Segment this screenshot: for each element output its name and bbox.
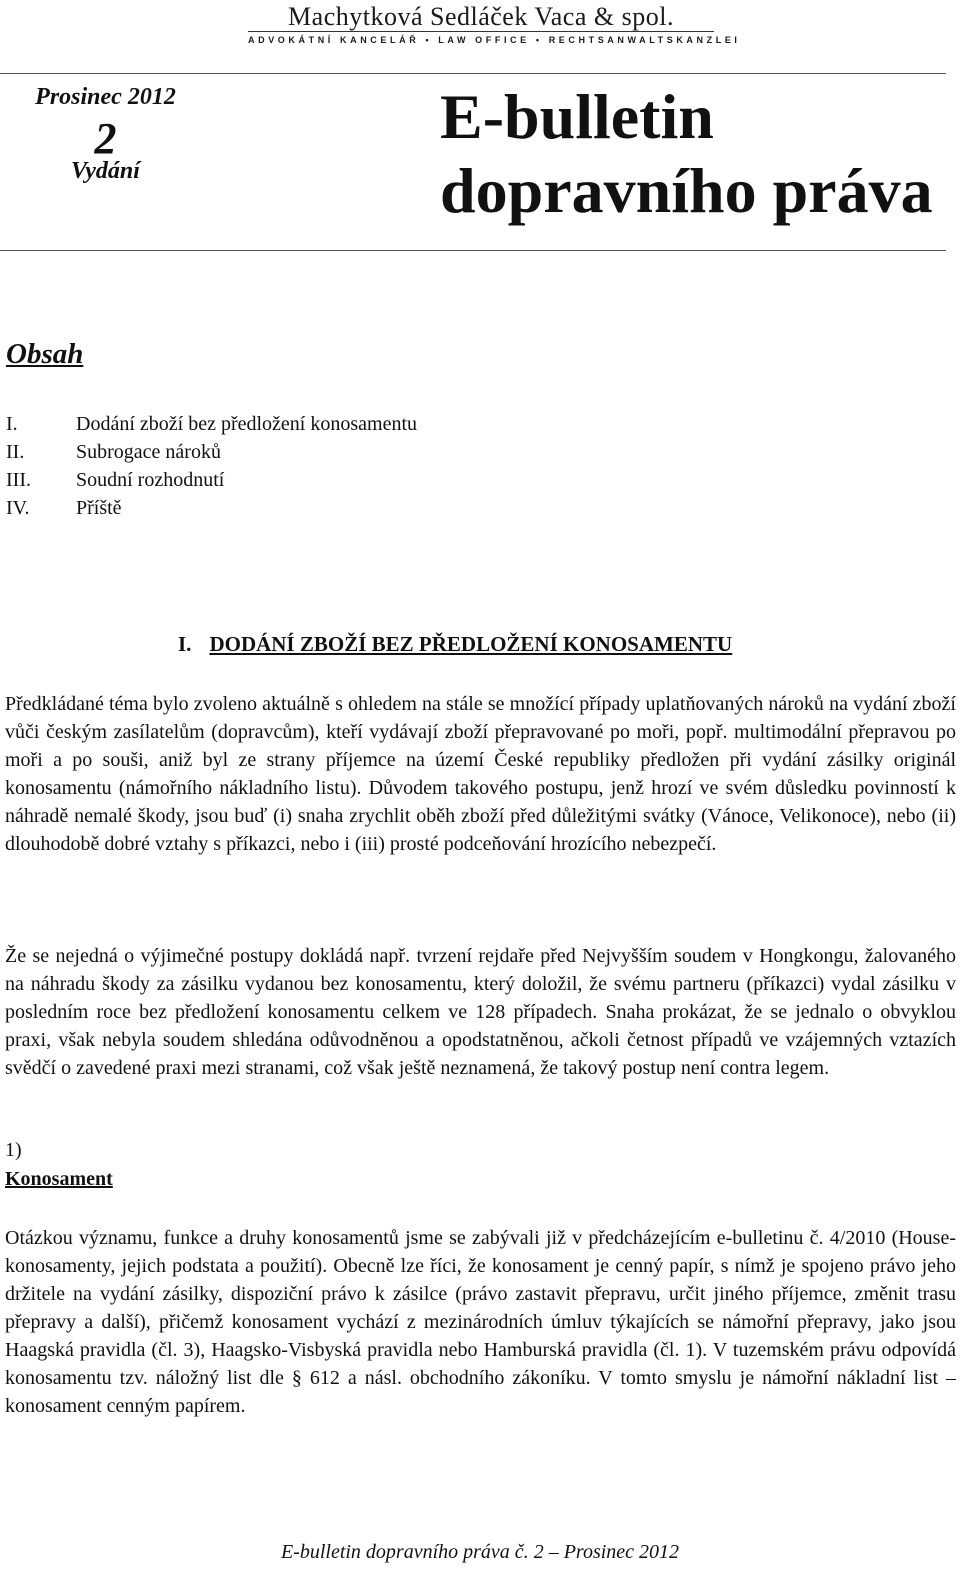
header-divider-top [0, 73, 946, 74]
paragraph-konosament: Otázkou významu, funkce a druhy konosamentů jsme se zabývali již v předcházejícím e-bulletinu č. 4/2010 (House-konosamenty, jejich podstata a použití). Obecně lze říci, že konosament je cenný papír, s nímž je spojeno právo jeho držitele na vydání zásilky, dispoziční právo k zásilce (právo zastavit přepravu, určit jiného příjemce, změnit trasu přepravy a další), přičemž konosament vychází z mezinárodních úmluv týkajících se námořní přepravy, jako jsou Haagská pravidla (čl. 3), Haagsko-Visbyská pravidla nebo Hamburská pravidla (čl. 1). V tuzemském právu odpovídá konosamentu tzv. náložný list dle § 612 a násl. obchodního zákoníku. V tomto smyslu je námořní nákladní list – konosament cenným papírem. [5, 1227, 956, 1417]
issue-number: 2 [94, 114, 117, 163]
toc-item-label: Soudní rozhodnutí [76, 469, 225, 491]
toc-item[interactable] [6, 466, 417, 494]
toc-item-label: Subrogace nároků [76, 441, 221, 463]
subsection-number: 1) [5, 1139, 22, 1161]
toc-item[interactable] [6, 494, 417, 522]
toc-item-number: II. [6, 441, 25, 463]
subsection-title: Konosament [5, 1168, 113, 1190]
toc-item-number: IV. [6, 497, 30, 519]
page-footer: E-bulletin dopravního práva č. 2 – Prosinec 2012 [280, 1541, 680, 1563]
table-of-contents [6, 410, 417, 522]
toc-item[interactable] [6, 410, 417, 438]
toc-item-number: III. [6, 469, 31, 491]
section-heading [178, 632, 732, 657]
issue-label: Vydání [71, 158, 140, 184]
toc-item-number: I. [6, 413, 18, 435]
toc-item[interactable] [6, 438, 417, 466]
section-number: I. [178, 632, 192, 656]
header-divider-bottom [0, 250, 946, 251]
issue-date: Prosinec 2012 [35, 84, 176, 110]
firm-tagline: ADVOKÁTNÍ KANCELÁŘ • LAW OFFICE • RECHTSANWALTSKANZLEI [248, 35, 741, 45]
title-line-2: dopravního práva [440, 155, 933, 226]
paragraph-example: Že se nejedná o výjimečné postupy dokládá např. tvrzení rejdaře před Nejvyšším soudem v Hongkongu, žalovaného na náhradu škody za zásilku vydanou bez konosamentu, který doložil, že svému partneru (příkazci) vydal zásilku v posledním roce bez předložení konosamentu celkem ve 128 případech. Snaha prokázat, že se jednalo o obvyklou praxi, však nebyla soudem shledána odůvodněnou a opodstatněnou, ačkoli četnost případů ve vzájemných vztazích svědčí o zavedené praxi mezi stranami, což však ještě neznamená, že takový postup není contra legem. [5, 945, 956, 1079]
toc-heading: Obsah [6, 338, 84, 370]
firm-name: Machytková Sedláček Vaca & spol. [288, 2, 674, 31]
paragraph-intro: Předkládané téma bylo zvoleno aktuálně s ohledem na stále se množící případy uplatňovaných nároků na vydání zboží vůči českým zasílatelům (dopravcům), kteří vydávají zboží přepravované po moři, popř. multimodální přepravou po moři a po souši, aniž byl ze strany příjemce na území České republiky předložen při vydání zásilky originál konosamentu (námořního nákladního listu). Důvodem takového postupu, jenž hrozí ve svém důsledku povinností k náhradě nemalé škody, jsou buď (i) snaha zrychlit oběh zboží před důležitými svátky (Vánoce, Velikonoce), nebo (ii) dlouhodobě dobré vztahy s příkazci, nebo i (iii) prosté podceňování hrozícího nebezpečí. [5, 693, 956, 855]
issue-info [18, 84, 193, 185]
toc-item-label: Příště [76, 497, 122, 519]
firm-rule [248, 31, 714, 32]
title-line-1: E-bulletin [440, 81, 714, 152]
section-title: DODÁNÍ ZBOŽÍ BEZ PŘEDLOŽENÍ KONOSAMENTU [209, 632, 733, 656]
toc-item-label: Dodání zboží bez předložení konosamentu [76, 413, 417, 435]
page-title [440, 80, 933, 228]
